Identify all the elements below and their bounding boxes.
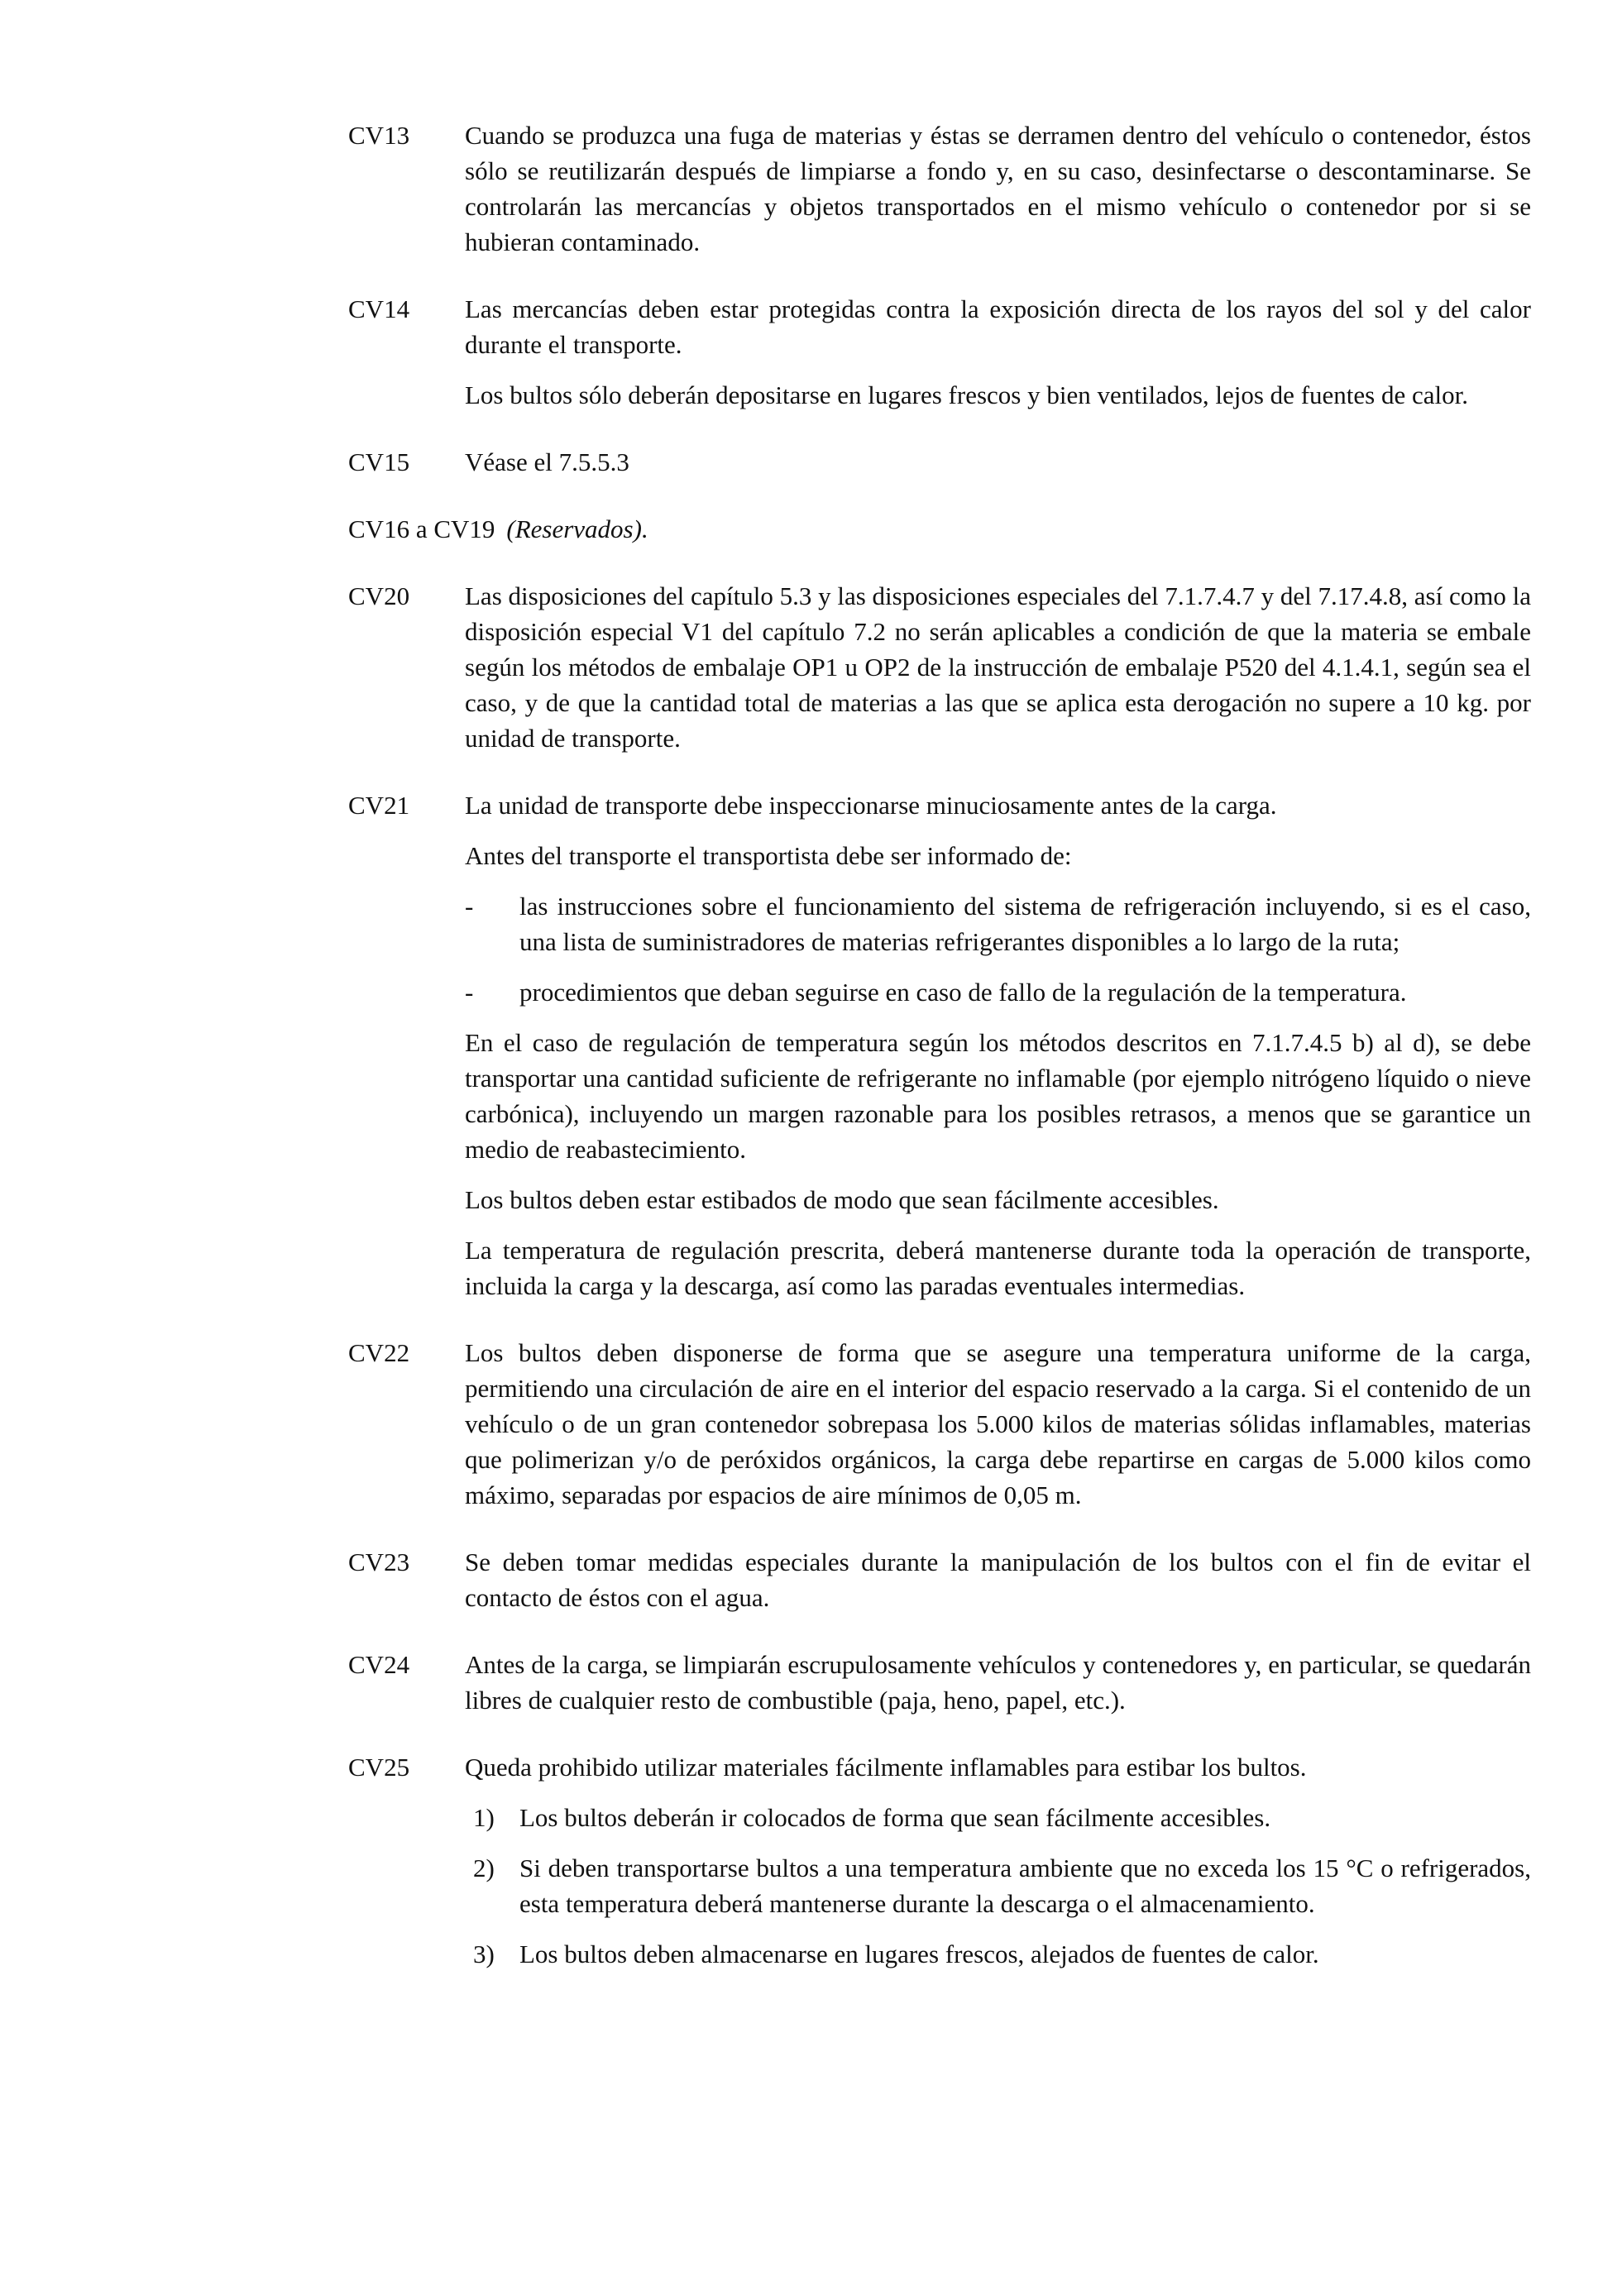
provision-cv21: [348, 787, 1531, 1303]
provision-text: Antes del transporte el transportista debe ser informado de:: [465, 841, 1072, 870]
provision-text: En el caso de regulación de temperatura según los métodos descritos en 7.1.7.4.5 b) al d), se debe transportar una cantidad suficiente de refrigerante no inflamable (por ejemplo nitrógeno líquido o nieve carbónica), incluyendo un margen razonable para los posibles retrasos, a menos que se garantice un medio de reabastecimiento.: [465, 1028, 1531, 1164]
provision-code: CV13: [348, 121, 410, 150]
provision-code-range: CV16 a CV19: [348, 514, 495, 543]
item-number: 3): [473, 1940, 495, 1968]
numbered-item-text: Los bultos deberán ir colocados de forma que sean fácilmente accesibles.: [519, 1803, 1271, 1832]
numbered-item: [465, 1800, 1531, 1835]
provision-cv22: [348, 1335, 1531, 1513]
provision-text: La unidad de transporte debe inspeccionarse minuciosamente antes de la carga.: [465, 791, 1277, 820]
list-item-text: las instrucciones sobre el funcionamiento del sistema de refrigeración incluyendo, si es el caso, una lista de suministradores de materias refrigerantes disponibles a lo largo de la ruta;: [519, 892, 1531, 956]
numbered-item-text: Los bultos deben almacenarse en lugares frescos, alejados de fuentes de calor.: [519, 1940, 1319, 1968]
provision-cv20: [348, 578, 1531, 756]
provision-code: CV15: [348, 447, 410, 476]
dash-bullet: -: [465, 892, 474, 921]
provision-text: Los bultos deben estar estibados de modo que sean fácilmente accesibles.: [465, 1185, 1219, 1214]
provision-cv24: [348, 1647, 1531, 1718]
provision-code: CV24: [348, 1650, 410, 1679]
list-item-text: procedimientos que deban seguirse en caso de fallo de la regulación de la temperatura.: [519, 978, 1407, 1007]
provision-code: CV22: [348, 1338, 410, 1367]
provision-cv14: [348, 291, 1531, 413]
provision-text: Los bultos deben disponerse de forma que se asegure una temperatura uniforme de la carga, permitiendo una circulación de aire en el interior del espacio reservado a la carga. Si el contenido de un vehículo o de un gran contenedor sobrepasa los 5.000 kilos de materias sólidas inflamables, materias que polimerizan y/o de peróxidos orgánicos, la carga debe repartirse en cargas de 5.000 kilos como máximo, separadas por espacios de aire mínimos de 0,05 m.: [465, 1338, 1531, 1509]
provision-text: Queda prohibido utilizar materiales fácilmente inflamables para estibar los bultos.: [465, 1753, 1307, 1782]
provision-text: Cuando se produzca una fuga de materias y éstas se derramen dentro del vehículo o contenedor, éstos sólo se reutilizarán después de limpiarse a fondo y, en su caso, desinfectarse o descontaminarse. Se controlarán las mercancías y objetos transportados en el mismo vehículo o contenedor por si se hubieran contaminado.: [465, 121, 1531, 256]
provision-text: Las disposiciones del capítulo 5.3 y las disposiciones especiales del 7.1.7.4.7 y del 7.17.4.8, así como la disposición especial V1 del capítulo 7.2 no serán aplicables a condición de que la materia se embale según los métodos de embalaje OP1 u OP2 de la instrucción de embalaje P520 del 4.1.4.1, según sea el caso, y de que la cantidad total de materias a las que se aplica esta derogación no supere a 10 kg. por unidad de transporte.: [465, 581, 1531, 753]
provision-code: CV14: [348, 294, 410, 323]
provision-text: Antes de la carga, se limpiarán escrupulosamente vehículos y contenedores y, en particular, se quedarán libres de cualquier resto de combustible (paja, heno, papel, etc.).: [465, 1650, 1531, 1715]
reserved-label: (Reservados).: [506, 514, 648, 543]
provision-cv16-cv19: [348, 511, 1531, 547]
numbered-item: [465, 1936, 1531, 1972]
provision-code: CV21: [348, 791, 410, 820]
list-item: [465, 974, 1531, 1010]
numbered-item: [465, 1850, 1531, 1921]
provision-cv15: [348, 444, 1531, 480]
provision-text: Los bultos sólo deberán depositarse en lugares frescos y bien ventilados, lejos de fuentes de calor.: [465, 380, 1468, 409]
numbered-item-text: Si deben transportarse bultos a una temperatura ambiente que no exceda los 15 °C o refrigerados, esta temperatura deberá mantenerse durante la descarga o el almacenamiento.: [519, 1854, 1531, 1918]
dash-bullet: -: [465, 978, 474, 1007]
provision-text: Se deben tomar medidas especiales durante la manipulación de los bultos con el fin de evitar el contacto de éstos con el agua.: [465, 1547, 1531, 1612]
provision-cv13: [348, 117, 1531, 260]
provision-text: Las mercancías deben estar protegidas contra la exposición directa de los rayos del sol y del calor durante el transporte.: [465, 294, 1531, 359]
provision-code: CV23: [348, 1547, 410, 1576]
provision-cv25: [348, 1749, 1531, 1972]
item-number: 2): [473, 1854, 495, 1882]
item-number: 1): [473, 1803, 495, 1832]
provision-cv23: [348, 1544, 1531, 1615]
document-body: [348, 117, 1531, 2003]
provision-text: La temperatura de regulación prescrita, deberá mantenerse durante toda la operación de transporte, incluida la carga y la descarga, así como las paradas eventuales intermedias.: [465, 1236, 1531, 1300]
provision-code: CV25: [348, 1753, 410, 1782]
provision-text: Véase el 7.5.5.3: [465, 447, 629, 476]
list-item: [465, 888, 1531, 959]
provision-code: CV20: [348, 581, 410, 610]
